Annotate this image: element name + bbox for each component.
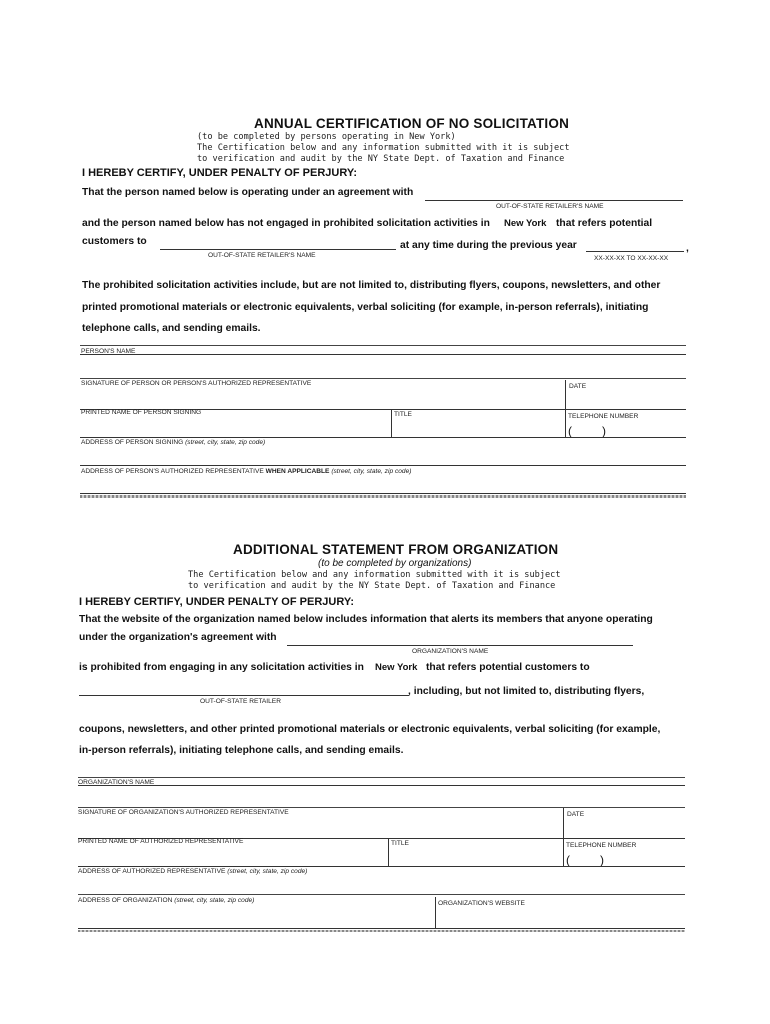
section2-title: ADDITIONAL STATEMENT FROM ORGANIZATION <box>233 542 559 557</box>
address-rep-label <box>81 468 411 475</box>
section-separator <box>80 495 686 498</box>
address-rep-hint: (street, city, state, zip code) <box>331 468 412 475</box>
s1-state: New York <box>504 218 547 229</box>
divider <box>563 808 564 866</box>
section1-certify: I HEREBY CERTIFY, UNDER PENALTY OF PERJURY: <box>82 167 358 179</box>
section1-subtitle: (to be completed by persons operating in New York) The Certification below and any information submitted with it is subject to verification and audit by the NY State Dept. of Taxation and Finance <box>197 132 570 164</box>
s1-para1: The prohibited solicitation activities include, but are not limited to, distributing flyers, coupons, newsletters, and other <box>82 280 661 291</box>
phone-parens[interactable]: ( ) <box>568 424 606 438</box>
org-name-label: ORGANIZATION'S NAME <box>412 648 489 655</box>
org-telephone-label: TELEPHONE NUMBER <box>566 842 637 849</box>
s2-para2: in-person referrals), initiating telephone calls, and sending emails. <box>79 745 404 756</box>
s2-line3b: that refers potential customers to <box>426 662 590 673</box>
s1-line3-comma: , <box>686 243 689 254</box>
retailer-field[interactable] <box>79 695 409 696</box>
s1-line1: That the person named below is operating under an agreement with <box>82 187 414 198</box>
printed-name-field[interactable] <box>80 437 686 438</box>
retailer-name-field-2[interactable] <box>160 249 396 250</box>
org-date-label: DATE <box>567 811 585 818</box>
org-address-rep-hint: (street, city, state, zip code) <box>227 868 308 875</box>
s1-para3: telephone calls, and sending emails. <box>82 323 261 334</box>
org-name-field-label: ORGANIZATION'S NAME <box>78 779 155 786</box>
divider <box>78 807 685 808</box>
divider <box>78 777 685 778</box>
retailer-name-label-2: OUT-OF-STATE RETAILER'S NAME <box>208 252 316 259</box>
org-address-rep-label <box>78 868 307 875</box>
divider <box>80 345 686 346</box>
title-label: TITLE <box>394 411 412 418</box>
address-person-label <box>81 439 265 446</box>
org-phone-parens[interactable]: ( ) <box>566 853 604 867</box>
persons-name-label: PERSON'S NAME <box>81 348 136 355</box>
s1-para2: printed promotional materials or electronic equivalents, verbal soliciting (for example, in-person referrals), initiating <box>82 302 649 313</box>
org-address-field[interactable] <box>78 928 685 929</box>
org-printed-name-label: PRINTED NAME OF AUTHORIZED REPRESENTATIVE <box>78 838 244 845</box>
s2-line1: That the website of the organization named below includes information that alerts its members that anyone operating <box>79 614 653 625</box>
signature-label: SIGNATURE OF PERSON OR PERSON'S AUTHORIZED REPRESENTATIVE <box>81 380 312 387</box>
s2-state: New York <box>375 662 418 673</box>
printed-name-label: PRINTED NAME OF PERSON SIGNING <box>81 409 202 416</box>
section1-title: ANNUAL CERTIFICATION OF NO SOLICITATION <box>254 116 570 131</box>
divider <box>388 838 389 866</box>
divider <box>435 897 436 929</box>
date-label: DATE <box>569 383 587 390</box>
org-address-text: ADDRESS OF ORGANIZATION <box>78 897 173 904</box>
retailer-label: OUT-OF-STATE RETAILER <box>200 698 281 705</box>
s2-line3a: is prohibited from engaging in any solicitation activities in <box>79 662 364 673</box>
org-address-hint: (street, city, state, zip code) <box>174 897 255 904</box>
org-printed-name-field[interactable] <box>78 866 685 867</box>
address-person-hint: (street, city, state, zip code) <box>185 439 266 446</box>
s1-line3b: at any time during the previous year <box>400 240 577 251</box>
section2-subtitle: (to be completed by organizations) <box>318 558 472 569</box>
org-title-label: TITLE <box>391 840 409 847</box>
address-person-text: ADDRESS OF PERSON SIGNING <box>81 439 184 446</box>
persons-name-field[interactable] <box>80 354 686 355</box>
s2-line4: , including, but not limited to, distributing flyers, <box>408 686 645 697</box>
s1-line2b: that refers potential <box>556 218 653 229</box>
org-address-rep-text: ADDRESS OF AUTHORIZED REPRESENTATIVE <box>78 868 226 875</box>
section2-subtitle-lines: The Certification below and any information submitted with it is subject to verification and audit by the NY State Dept. of Taxation and Finance <box>188 570 561 591</box>
org-website-label: ORGANIZATION'S WEBSITE <box>438 900 525 907</box>
org-signature-label: SIGNATURE OF ORGANIZATION'S AUTHORIZED REPRESENTATIVE <box>78 809 289 816</box>
section2-certify: I HEREBY CERTIFY, UNDER PENALTY OF PERJURY: <box>79 596 355 608</box>
address-rep-text: ADDRESS OF PERSON'S AUTHORIZED REPRESENTATIVE <box>81 468 264 475</box>
retailer-name-label: OUT-OF-STATE RETAILER'S NAME <box>496 203 604 210</box>
s1-line3a: customers to <box>82 236 147 247</box>
retailer-name-field[interactable] <box>425 200 683 201</box>
divider <box>80 378 686 379</box>
address-rep-field[interactable] <box>80 493 686 494</box>
org-address-label <box>78 897 254 904</box>
org-name-field[interactable] <box>287 645 633 646</box>
date-range-label: XX-XX-XX TO XX-XX-XX <box>594 255 669 262</box>
telephone-label: TELEPHONE NUMBER <box>568 413 639 420</box>
divider <box>78 894 685 895</box>
date-range-field[interactable] <box>586 251 684 252</box>
section-separator <box>78 930 685 932</box>
address-rep-when: WHEN APPLICABLE <box>265 468 330 475</box>
s2-line2: under the organization's agreement with <box>79 632 277 643</box>
divider <box>391 409 392 437</box>
s1-line2a: and the person named below has not engaged in prohibited solicitation activities in <box>82 218 490 229</box>
org-name-input[interactable] <box>78 785 685 786</box>
address-person-field[interactable] <box>80 465 686 466</box>
s2-para1: coupons, newsletters, and other printed promotional materials or electronic equivalents, verbal soliciting (for example, <box>79 724 661 735</box>
